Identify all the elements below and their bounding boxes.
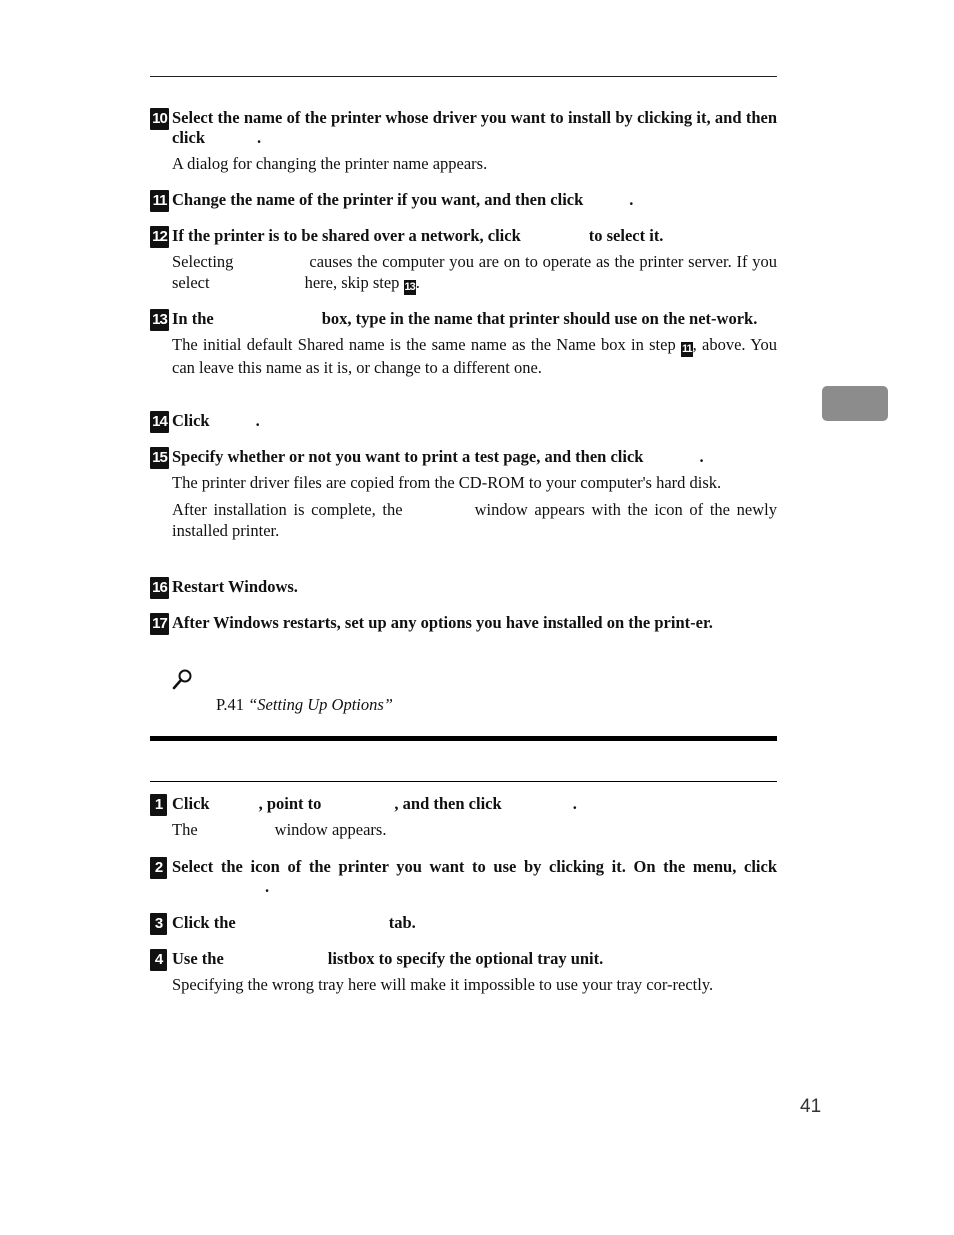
step-number: 10: [150, 108, 169, 130]
step-14: [150, 411, 777, 431]
step-title: Select the name of the printer whose driver you want to install by clicking it, and then click .: [172, 108, 777, 147]
step-title: Click .: [172, 411, 260, 430]
step-15: [150, 447, 777, 541]
step-number: 2: [150, 857, 167, 879]
section-rule: [150, 736, 777, 741]
step-body: The initial default Shared name is the same name as the Name box in step 11, above. You can leave this name as it is, or change to a different one.: [172, 335, 777, 377]
step-number: 17: [150, 613, 169, 635]
step-number: 4: [150, 949, 167, 971]
step-11: [150, 190, 777, 210]
step-number: 13: [150, 309, 169, 331]
step-title: Click the tab.: [172, 913, 416, 932]
step-10: [150, 108, 777, 174]
step-body: Selecting causes the computer you are on to operate as the printer server. If you select here, skip step 13.: [172, 252, 777, 293]
step-number: 16: [150, 577, 169, 599]
magnifier-icon: [172, 668, 194, 690]
step-title: Restart Windows.: [172, 577, 298, 596]
step-16: [150, 577, 777, 597]
step-number: 1: [150, 794, 167, 816]
step-3: [150, 913, 777, 933]
step-body: A dialog for changing the printer name appears.: [172, 154, 488, 173]
chapter-tab: [822, 386, 888, 421]
step-body: The window appears.: [172, 820, 387, 839]
reference-link[interactable]: P.41 “Setting Up Options”: [216, 695, 393, 714]
step-12: [150, 226, 777, 295]
step-title: After Windows restarts, set up any options you have installed on the print-er.: [172, 613, 713, 632]
step-number: 14: [150, 411, 169, 433]
step-body: After installation is complete, the window appears with the icon of the newly installed printer.: [172, 500, 777, 540]
step-body: The printer driver files are copied from the CD-ROM to your computer's hard disk.: [172, 473, 722, 492]
header-rule: [150, 76, 777, 77]
step-title: If the printer is to be shared over a network, click to select it.: [172, 226, 664, 245]
step-ref: 11: [681, 343, 692, 355]
step-number: 11: [150, 190, 169, 212]
step-title: Change the name of the printer if you want, and then click .: [172, 190, 634, 209]
step-2: [150, 857, 777, 897]
subsection-rule: [150, 781, 777, 782]
step-4: [150, 949, 777, 995]
step-title: Click , point to , and then click .: [172, 794, 577, 813]
step-title: Use the listbox to specify the optional tray unit.: [172, 949, 604, 968]
step-number: 15: [150, 447, 169, 469]
step-body: Specifying the wrong tray here will make it impossible to use your tray cor-rectly.: [172, 975, 714, 994]
step-title: Specify whether or not you want to print a test page, and then click .: [172, 447, 704, 466]
step-13: [150, 309, 777, 378]
page-number: 41: [800, 1096, 822, 1117]
step-17: [150, 613, 777, 633]
step-1: [150, 794, 777, 840]
step-ref: 13: [404, 281, 415, 293]
step-title: In the box, type in the name that printer should use on the net-work.: [172, 309, 758, 328]
step-number: 12: [150, 226, 169, 248]
step-number: 3: [150, 913, 167, 935]
step-title: Select the icon of the printer you want to use by clicking it. On the menu, click.: [172, 857, 777, 896]
